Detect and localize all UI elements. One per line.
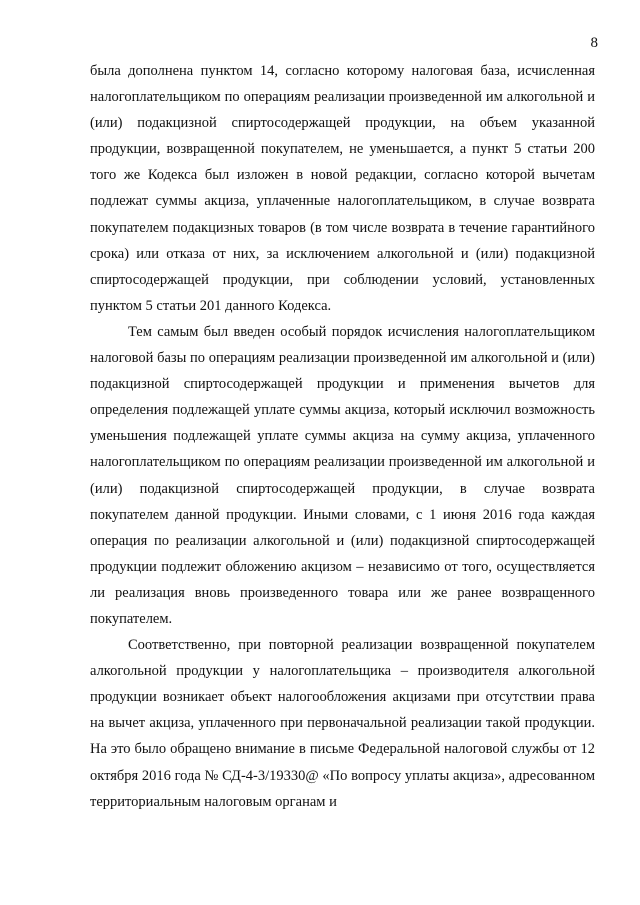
paragraph-special-procedure: Тем самым был введен особый порядок исчисления налогоплательщиком налоговой базы по операциям реализации произведенной им алкогольной и (или) подакцизной спиртосодержащей продукции и применения вычетов для определения подлежащей уплате суммы акциза, который исключил возможность уменьшения подлежащей уплате суммы акциза на сумму акциза, уплаченного налогоплательщиком по операциям реализации произведенной им алкогольной и (или) подакцизной спиртосодержащей продукции, в случае возврата покупателем данной продукции. Иными словами, с 1 июня 2016 года каждая операция по реализации алкогольной и (или) подакцизной спиртосодержащей продукции подлежит обложению акцизом – независимо от того, осуществляется ли реализация вновь произведенного товара или же ранее возвращенного покупателем.: [90, 323, 595, 627]
paragraph-resale-consequence: Соответственно, при повторной реализации возвращенной покупателем алкогольной продукции у налогоплательщика – производителя алкогольной продукции возникает объект налогообложения акцизами при отсутствии права на вычет акциза, уплаченного при первоначальной реализации такой продукции. На это было обращено внимание в письме Федеральной налоговой службы от 12 октября 2016 года № СД-4-3/19330@ «По вопросу уплаты акциза», адресованном территориальным налоговым органам и: [90, 637, 595, 810]
document-body: [90, 58, 595, 815]
paragraph-continuation: была дополнена пунктом 14, согласно которому налоговая база, исчисленная налогоплательщиком по операциям реализации произведенной им алкогольной и (или) подакцизной спиртосодержащей продукции, на объем указанной продукции, возвращенной покупателем, не уменьшается, а пункт 5 статьи 200 того же Кодекса был изложен в новой редакции, согласно которой вычетам подлежат суммы акциза, уплаченные налогоплательщиком, в случае возврата покупателем подакцизных товаров (в том числе возврата в течение гарантийного срока) или отказа от них, за исключением алкогольной и (или) подакцизной спиртосодержащей продукции, при соблюдении условий, установленных пунктом 5 статьи 201 данного Кодекса.: [90, 63, 595, 314]
page-number: 8: [590, 35, 598, 51]
